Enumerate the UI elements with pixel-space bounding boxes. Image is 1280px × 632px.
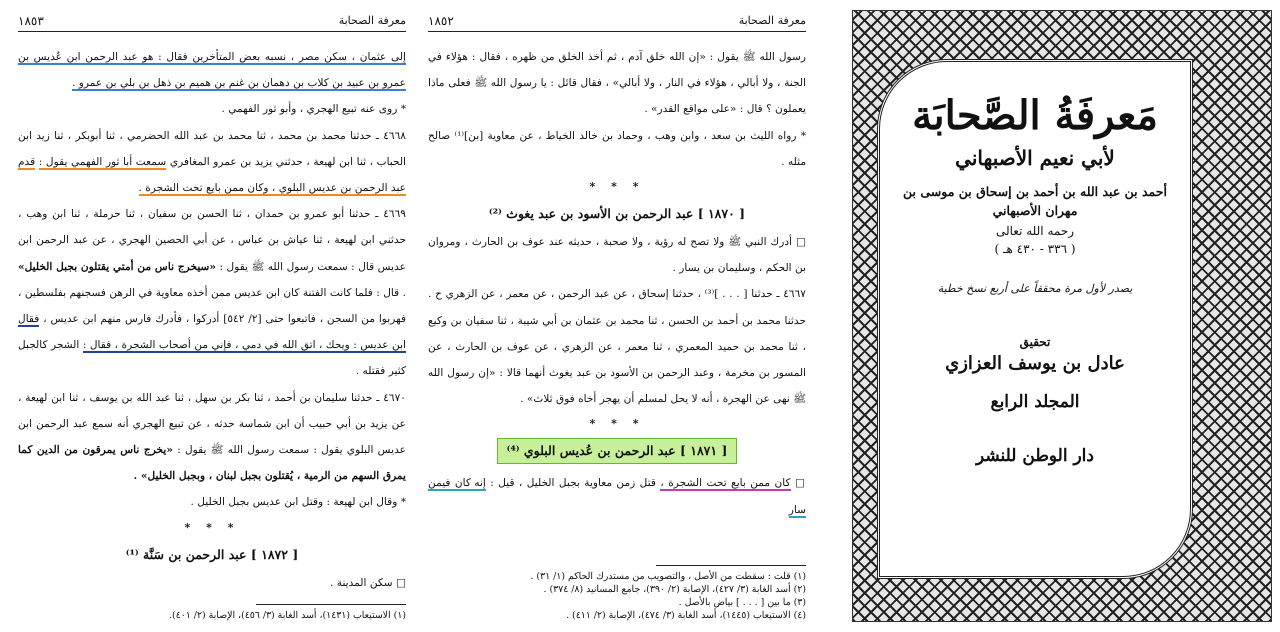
hadith-4669-quote: «سيخرج ناس من أمتي يقتلون بجبل الخليل» — [18, 260, 217, 273]
right-paragraph-5-middle: قتل زمن معاوية بجبل الخليل ، قيل : — [490, 477, 656, 490]
left-footnotes — [18, 604, 406, 622]
right-separator-stars-1: * * * — [589, 180, 645, 194]
right-paragraph-1: رسول الله ﷺ يقول : «إن الله خلق آدم ، ثم أخذ الخلق من ظهره ، فقال : هؤلاء في الجنة ، ولا أبالي ، هؤلاء في النار ، ولا أبالي» ، فقال قائل : يا رسول الله ﷺ فعلى ماذا يعملون ؟ قال : «على مواقع القدر» . — [428, 51, 806, 116]
hadith-4668-underline-2: قدم عبد الرحمن بن عديس البلوي ، وكان ممن بايع تحت الشجرة . — [18, 155, 406, 195]
hadith-4667: ٤٦٦٧ ـ حدثنا [ . . . ]⁽³⁾ ، حدثنا إسحاق ، عن عبد الرحمن ، عن معمر ، عن الزهري ح . حدثنا محمد بن أحمد بن الحسن ، ثنا محمد بن عثمان بن أبي شيبة ، ثنا سفيان بن وكيع ، ثنا محمد بن حميد المعمري ، ثنا معمر ، عن الزهري ، عن عوف بن الحارث ، عن المسور بن مخرمة ، وعبد الرحمن بن الأسود بن عبد يغوث أنهما قالا : «إن رسول الله ﷺ نهى عن الهجرة ، أنه لا يحل لمسلم أن يهجر أخاه فوق ثلاث» . — [428, 288, 806, 406]
right-page-number: ١٨٥٢ — [428, 13, 454, 28]
right-footnote-4: (٤) الاستيعاب (١٤٤٥)، أسد الغابة (٣/ ٤٧٤)، الإصابة (٢/ ٤١١) . — [566, 610, 806, 621]
entry-title-1872: [ ١٨٧٢ ] عبد الرحمن بن سَنَّة ⁽¹⁾ — [125, 546, 299, 562]
left-page — [12, 10, 412, 622]
right-page-header-title: معرفة الصحابة — [738, 14, 806, 27]
entry-title-1870: [ ١٨٧٠ ] عبد الرحمن بن الأسود بن عبد يغوث ⁽²⁾ — [488, 206, 746, 222]
hadith-4670-quote: «يخرج ناس يمرقون من الدين كما يمرق السهم من الرمية ، يُقتلون بجبل لبنان ، وبجبل الخليل» . — [18, 444, 406, 483]
right-paragraph-3: □ أدرك النبي ﷺ ولا تصح له رؤية ، ولا صحبة ، حديثه عند عوف بن الحارث ، ومروان بن الحكم ، وسليمان بن يسار . — [428, 236, 806, 275]
cover-editor: عادل بن يوسف العزازي — [945, 353, 1125, 374]
left-page-body — [18, 44, 406, 596]
right-footnote-3: (٣) ما بين [ . . . ] بياض بالأصل . — [678, 597, 806, 608]
cover-publisher: دار الوطن للنشر — [976, 446, 1094, 466]
hadith-4670 — [18, 385, 406, 490]
hadith-4669 — [18, 201, 406, 384]
right-separator-stars-2: * * * — [589, 417, 645, 431]
right-paragraph-5-underline-teal: إنه كان فيمن سار — [428, 477, 806, 516]
left-separator-stars: * * * — [184, 520, 240, 534]
left-paragraph-2: * روى عنه تبيع الهجري ، وأبو ثور الفهمي . — [221, 103, 406, 116]
right-footnote-2: (٢) أسد الغابة (٣/ ٤٢٧)، الإصابة (٢/ ٣٩٠)، جامع المسانيد (٨/ ٣٧٤) . — [543, 584, 806, 595]
left-paragraph-1 — [18, 44, 406, 96]
right-footnotes — [428, 565, 806, 622]
right-paragraph-5 — [428, 470, 806, 522]
left-page-header — [18, 10, 406, 32]
cover-author: أحمد بن عبد الله بن أحمد بن إسحاق بن موسى بن مهران الأصبهاني — [903, 184, 1167, 218]
cover-volume: المجلد الرابع — [990, 392, 1080, 412]
left-page-header-title: معرفة الصحابة — [338, 14, 406, 27]
hadith-4668-text: ٤٦٦٨ ـ حدثنا محمد بن محمد ، ثنا محمد بن عبد الله الحضرمي ، ثنا أبوبكر ، ثنا زيد ابن الحباب ، ثنا ابن لهيعة ، حدثني يزيد بن عمرو المغافري — [18, 129, 407, 168]
right-footnote-1: (١) قلت : سقطت من الأصل ، والتصويب من مستدرك الحاكم (١/ ٣١) . — [530, 571, 806, 582]
hadith-4669-text-c: الشجر كالجبل كثير فقتله . — [18, 339, 406, 378]
hadith-4668 — [18, 123, 406, 202]
cover-rahimahu: رحمه الله تعالى — [995, 224, 1075, 238]
hadith-4669-underline: فقال ابن عديس : ويحك ، اتق الله في دمي ، فإني من أصحاب الشجرة ، فقال : — [18, 313, 406, 352]
right-page-header — [428, 10, 806, 32]
left-footnote-rule — [256, 604, 406, 605]
left-page-number: ١٨٥٣ — [18, 13, 44, 28]
right-page — [422, 10, 812, 622]
cover-dates: ( ٣٣٦ - ٤٣٠ هـ ) — [994, 242, 1076, 256]
cover-subtitle: لأبي نعيم الأصبهاني — [955, 146, 1115, 170]
left-paragraph-7: □ سكن المدينة . — [330, 576, 406, 589]
cover-edition-note: يصدر لأول مرة محققاً على أربع نسخ خطية — [937, 282, 1133, 295]
cover-tahqiq: تحقيق — [1019, 335, 1051, 349]
hadith-4670-text: ٤٦٧٠ ـ حدثنا سليمان بن أحمد ، ثنا بكر بن سهل ، ثنا عبد الله بن يوسف ، ثنا ابن لهيعة ، عن يزيد بن أبي حبيب أن ابن شماسة حدثه ، عن تبيع الهجري أنه سمع عبد الرحمن ابن عديس البلوي يقول : سمعت رسول الله ﷺ يقول : — [18, 391, 406, 457]
left-paragraph-1-text: إلى عثمان ، سكن مصر ، نسبه بعض المتأخرين فقال : هو عبد الرحمن ابن عُديس بن عمرو بن عبيد بن كلاب بن دهمان بن غنم بن هميم بن ذهل بن بلي بن عمرو . — [18, 51, 406, 90]
left-paragraph-6: * وقال ابن لهيعة : وقتل ابن عديس بجبل الخليل . — [190, 496, 406, 509]
left-footnote-1: (١) الاستيعاب (١٤٣١)، أسد الغابة (٣/ ٤٥٦)، الإصابة (٢/ ٤٠١). — [169, 610, 406, 621]
right-paragraph-5-marker: □ — [794, 477, 806, 490]
cover-ornamental-frame — [852, 10, 1272, 622]
hadith-4669-text-b: . قال : فلما كانت الفتنة كان ابن عديس ممن أخذه معاوية في الرهن فسجنهم بفلسطين ، فهربوا من السجن ، فاتبعوا حتى [٢/ ٥٤٢] أدركوا ، فأدرك فارس منهم ابن عديس ، — [18, 286, 407, 326]
right-paragraph-5-underline-purple: كان ممن بايع تحت الشجرة ، — [660, 477, 791, 490]
right-page-body — [428, 44, 806, 523]
right-paragraph-2: * رواه الليث بن سعد ، وابن وهب ، وحماد بن خالد الخياط ، عن معاوية [بن]⁽¹⁾ صالح مثله . — [428, 129, 806, 168]
right-footnote-rule — [656, 565, 806, 566]
cover-title: مَعرفَةُ الصَّحابَة — [912, 92, 1158, 139]
hadith-4668-underline-1: سمعت أبا ثور الفهمي يقول : — [38, 155, 167, 168]
book-cover — [830, 10, 1272, 622]
hadith-4669-text-a: ٤٦٦٩ ـ حدثنا أبو عمرو بن حمدان ، ثنا الحسن بن سفيان ، ثنا حرملة ، ثنا ابن وهب ، حدثني ابن لهيعة ، ثنا عياش بن عباس ، عن أبي الحصين الهجري ، عن عبد الرحمن ابن عديس قال : سمعت رسول الله ﷺ يقول : — [18, 208, 406, 273]
entry-title-1871: [ ١٨٧١ ] عبد الرحمن بن عُديس البلوي ⁽⁴⁾ — [497, 438, 737, 464]
cover-title-panel — [877, 59, 1193, 579]
